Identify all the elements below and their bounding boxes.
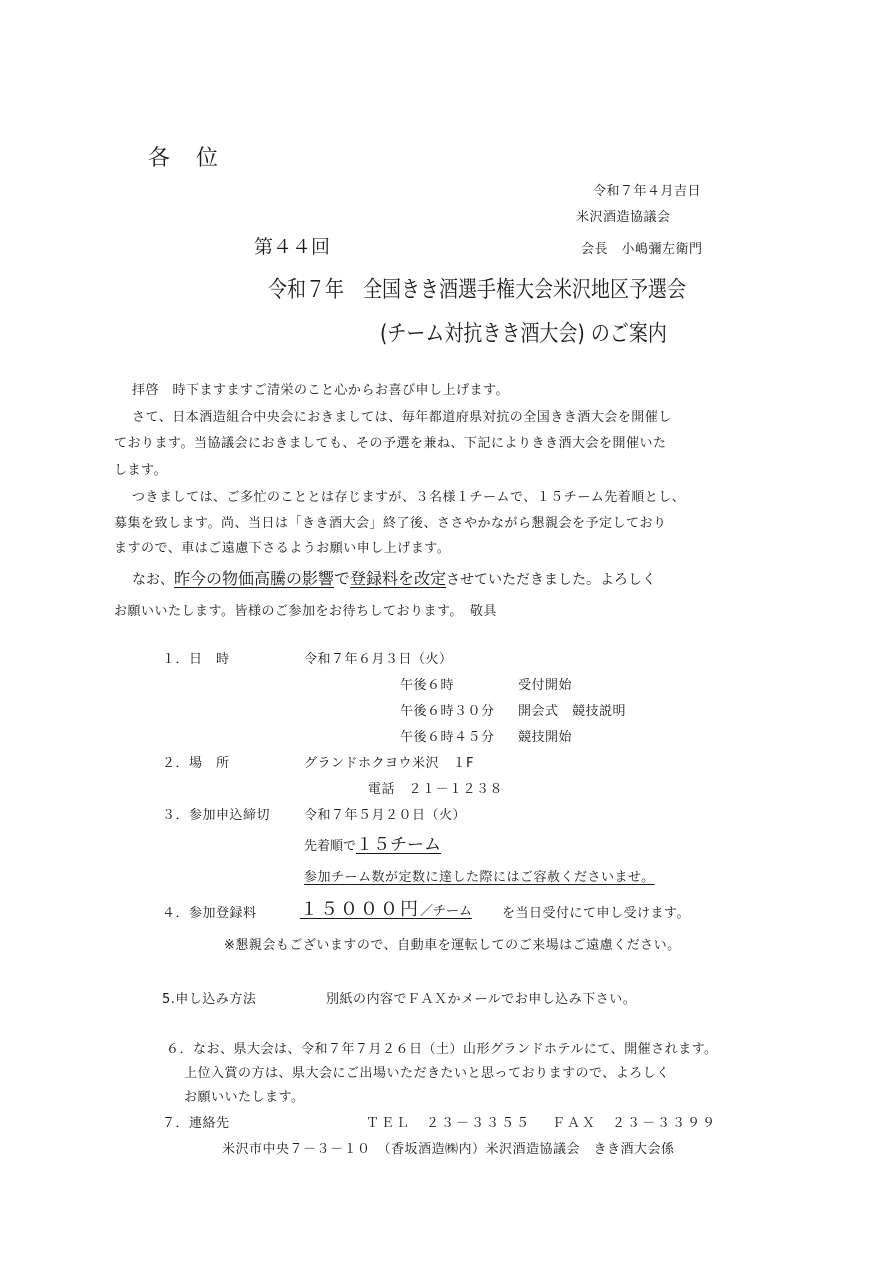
event-number: 第４４回 [254,236,331,258]
item-4-note: ※懇親会もございますので、自動車を運転してのご来場はご遠慮ください。 [224,938,681,953]
body-line: 募集を致します。尚、当日は「きき酒大会」終了後、ささやかながら懇親会を予定しており [114,516,667,531]
item-2-place: グランドホクヨウ米沢 １F [304,756,474,771]
closing-line: お願いいたします。皆様のご参加をお待ちしております。 敬具 [114,604,497,619]
body-line: ますので、車はご遠慮下さるようお願い申し上げます。 [114,541,451,556]
fee-unit: ／チーム [420,904,473,919]
fee-revision-notice [132,566,656,589]
contact-fax: ＦＡＸ ２３－３３９９ [552,1116,718,1131]
contact-address: 米沢市中央７－３－１０ （香坂酒造㈱内）米沢酒造協議会 きき酒大会係 [222,1142,675,1157]
item-4-payment: を当日受付にて申し受けます。 [502,906,690,921]
item-2-label: ２．場 所 [162,756,230,771]
sender-org: 米沢酒造協議会 [576,210,671,225]
greeting: 拝啓 時下ますますご清栄のこと心からお喜び申し上げます。 [132,383,509,398]
item-2-phone: 電話 ２１－１２３８ [368,782,504,797]
schedule-event: 開会式 競技説明 [518,704,627,719]
item-3-deadline: 令和７年５月２０日（火） [304,808,467,823]
item-6-line: お願いいたします。 [184,1090,305,1105]
item-1-label: １．日 時 [162,652,230,667]
notice-underline-1: 昨今の物価高騰の影響 [174,569,335,588]
item-1-date: 令和７年６月３日（火） [304,652,453,667]
item-3-note: 参加チーム数が定数に達した際にはご容赦くださいませ。 [304,870,655,885]
page-title: 令和７年 全国きき酒選手権大会米沢地区予選会 [268,276,687,304]
body-line: ております。当協議会におきましても、その予選を兼ね、下記によりきき酒大会を開催いた [114,436,667,451]
schedule-event: 受付開始 [518,678,573,693]
capacity-pre: 先着順で [304,839,357,854]
sender-name: 会長 小嶋彌左衛門 [581,242,703,257]
item-5-label: 5.申し込み方法 [162,992,257,1007]
body-line: します。 [114,463,167,478]
schedule-time: 午後６時４５分 [400,730,495,745]
schedule-event: 競技開始 [518,730,573,745]
item-3-capacity [304,830,441,855]
item-5-text: 別紙の内容でＦＡＸかメールでお申し込み下さい。 [326,992,637,1007]
notice-underline-2: 登録料を改定 [350,569,447,588]
schedule-time: 午後６時 [400,678,455,693]
item-6-line: ６．なお、県大会は、令和７年７月２６日（土）山形グランドホテルにて、開催されます。 [166,1042,718,1057]
notice-pre: なお、 [132,572,174,588]
schedule-time: 午後６時３０分 [400,704,495,719]
page-subtitle: (チーム対抗きき酒大会) のご案内 [380,320,667,348]
body-line: つきましては、ご多忙のこととは存じますが、３名様１チームで、１５チーム先着順とし、 [132,490,686,505]
notice-post: させていただきました。よろしく [446,572,657,588]
item-4-fee [300,895,472,921]
body-line: さて、日本酒造組合中央会におきましては、毎年都道府県対抗の全国きき酒大会を開催し [132,410,672,425]
item-3-label: ３．参加申込締切 [162,808,271,823]
item-6-line: 上位入賞の方は、県大会にご出場いただきたいと思っておりますので、よろしく [184,1066,670,1081]
item-4-label: ４．参加登録料 [162,906,257,921]
item-7-label: ７．連絡先 [162,1116,230,1131]
issue-date: 令和７年４月吉日 [593,184,702,199]
fee-amount: １５０００円 [300,899,420,920]
addressee: 各 位 [148,146,221,171]
contact-tel: ＴＥＬ ２３－３３５５ [366,1116,532,1131]
notice-mid: で [334,569,351,588]
capacity-teams: １５チーム [356,835,442,855]
